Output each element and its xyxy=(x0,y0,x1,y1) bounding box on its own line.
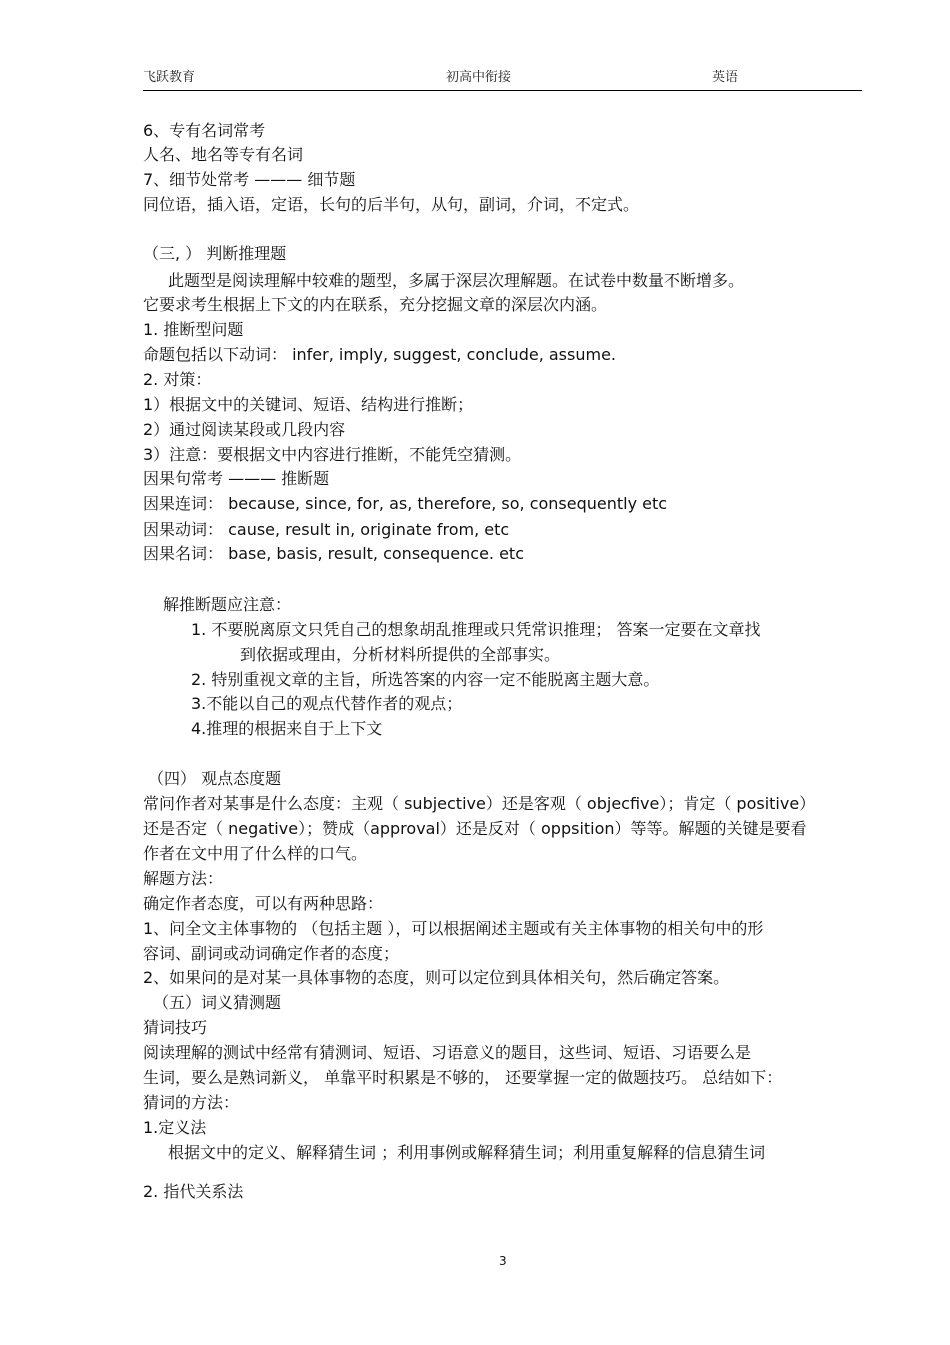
header-left: 飞跃教育 xyxy=(143,70,196,85)
page-number: 3 xyxy=(499,1254,507,1268)
text-line: 猜词技巧 xyxy=(143,1018,208,1037)
text-line: 1、问全文主体事物的 （包括主题 ），可以根据阐述主题或有关主体事物的相关句中的形 xyxy=(143,919,764,938)
text-line: 生词，要么是熟词新义， 单靠平时积累是不够的， 还要掌握一定的做题技巧。 总结如下： xyxy=(143,1068,783,1087)
text-line: 6、专有名词常考 xyxy=(143,121,266,140)
text-line: 因果句常考 ——— 推断题 xyxy=(143,469,330,488)
list-item-continuation: 到依据或理由，分析材料所提供的全部事实。 xyxy=(240,645,561,664)
text-line: 常问作者对某事是什么态度：主观（ subjective）还是客观（ objecfive）；肯定（ positive） xyxy=(143,794,816,813)
text-line: 作者在文中用了什么样的口气。 xyxy=(143,844,368,863)
text-line: 猜词的方法： xyxy=(143,1093,240,1112)
section-heading: （四） 观点态度题 xyxy=(148,769,282,788)
header-right: 英语 xyxy=(712,70,739,85)
text-line: 解题方法： xyxy=(143,869,224,888)
text-line: 1.定义法 xyxy=(143,1118,207,1137)
text-line: 1）根据文中的关键词、短语、结构进行推断； xyxy=(143,395,474,414)
text-line: 2. 指代关系法 xyxy=(143,1182,244,1201)
text-line: 阅读理解的测试中经常有猜测词、短语、习语意义的题目，这些词、短语、习语要么是 xyxy=(143,1043,752,1062)
text-line: 7、细节处常考 ——— 细节题 xyxy=(143,170,356,189)
section-heading: （五）词义猜测题 xyxy=(153,993,282,1012)
text-line: 3）注意：要根据文中内容进行推断，不能凭空猜测。 xyxy=(143,445,522,464)
text-line: 因果名词： base, basis, result, consequence. etc xyxy=(143,544,525,563)
text-line: 此题型是阅读理解中较难的题型，多属于深层次理解题。在试卷中数量不断增多。 xyxy=(168,271,745,290)
text-line: 它要求考生根据上下文的内在联系，充分挖掘文章的深层次内涵。 xyxy=(143,295,608,314)
header-rule xyxy=(143,90,862,91)
text-line: 命题包括以下动词： infer, imply, suggest, conclude, assume. xyxy=(143,345,617,364)
text-line: 解推断题应注意： xyxy=(163,595,292,614)
text-line: 2、如果问的是对某一具体事物的态度，则可以定位到具体相关句，然后确定答案。 xyxy=(143,968,730,987)
text-line: 确定作者态度，可以有两种思路： xyxy=(143,894,384,913)
text-line: 2）通过阅读某段或几段内容 xyxy=(143,420,346,439)
list-item: 3.不能以自己的观点代替作者的观点； xyxy=(191,694,463,713)
section-heading: （三, ） 判断推理题 xyxy=(143,244,287,263)
header-center: 初高中衔接 xyxy=(446,70,512,85)
list-item: 4.推理的根据来自于上下文 xyxy=(191,719,383,738)
text-line: 同位语，插入语，定语，长句的后半句，从句，副词，介词，不定式。 xyxy=(143,195,640,214)
text-line: 因果动词： cause, result in, originate from, etc xyxy=(143,520,510,539)
text-line: 还是否定（ negative）；赞成（approval）还是反对（ oppsition）等等。解题的关键是要看 xyxy=(143,819,807,838)
text-line: 根据文中的定义、解释猜生词 ；利用事例或解释猜生词；利用重复解释的信息猜生词 xyxy=(168,1143,766,1162)
list-item: 1. 不要脱离原文只凭自己的想象胡乱推理或只凭常识推理； 答案一定要在文章找 xyxy=(191,620,761,639)
list-item: 2. 特别重视文章的主旨，所选答案的内容一定不能脱离主题大意。 xyxy=(191,670,660,689)
text-line: 因果连词： because, since, for, as, therefore, so, consequently etc xyxy=(143,494,668,513)
text-line: 1. 推断型问题 xyxy=(143,320,244,339)
text-line: 人名、地名等专有名词 xyxy=(143,145,304,164)
text-line: 2. 对策： xyxy=(143,370,212,389)
text-line: 容词、副词或动词确定作者的态度； xyxy=(143,944,400,963)
